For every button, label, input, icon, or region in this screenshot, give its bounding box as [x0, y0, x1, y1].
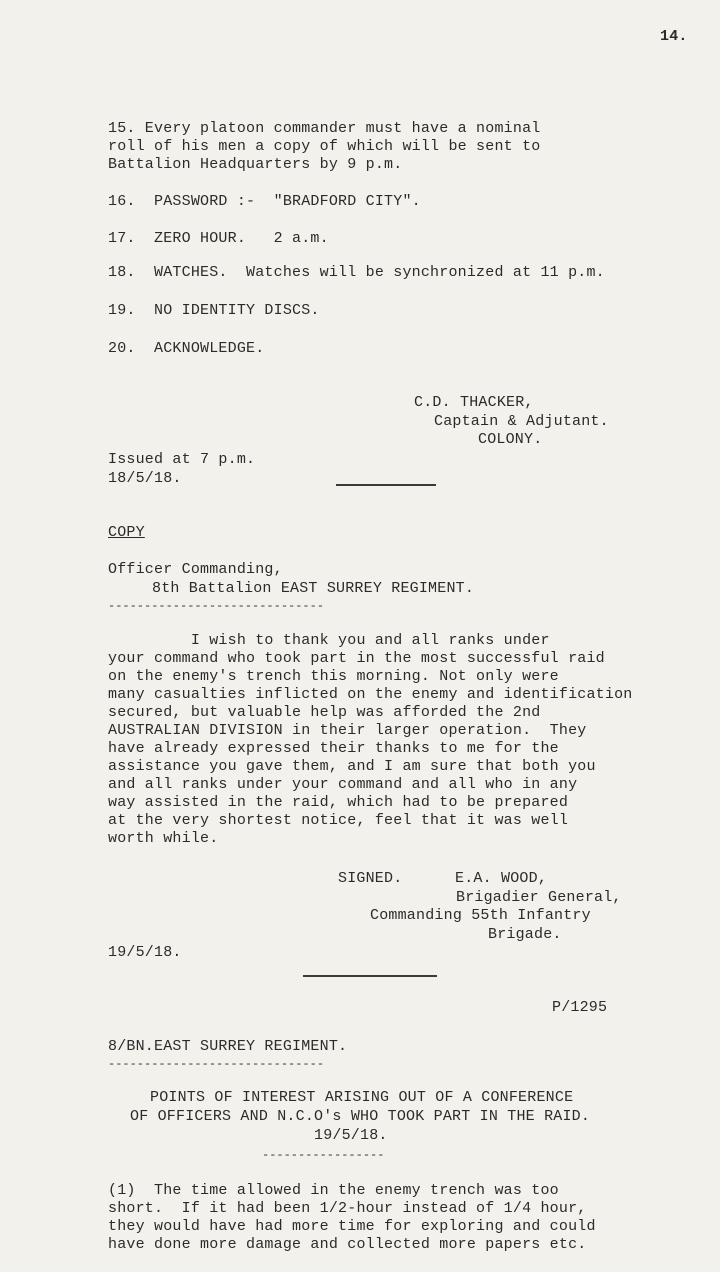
conference-date: 19/5/18. [314, 1127, 388, 1144]
conference-title-1: POINTS OF INTEREST ARISING OUT OF A CONFERENCE [150, 1089, 574, 1106]
letter-body-line: on the enemy's trench this morning. Not only were [108, 668, 559, 685]
letter-body-line: worth while. [108, 830, 219, 847]
copy-heading: COPY [108, 524, 145, 541]
page-number: 14. [660, 28, 688, 45]
order-17: 17. ZERO HOUR. 2 a.m. [108, 230, 329, 247]
issued-time: Issued at 7 p.m. [108, 451, 256, 468]
signer-rank: Brigadier General, [456, 889, 622, 906]
order-15-line-2: roll of his men a copy of which will be sent to [108, 138, 541, 155]
signer-unit: Brigade. [488, 926, 562, 943]
order-16: 16. PASSWORD :- "BRADFORD CITY". [108, 193, 421, 210]
signed-label: SIGNED. [338, 870, 403, 887]
section-divider [303, 975, 437, 977]
order-20: 20. ACKNOWLEDGE. [108, 340, 265, 357]
letter-body-line: have already expressed their thanks to me for the [108, 740, 559, 757]
letter-addressee-1: Officer Commanding, [108, 561, 283, 578]
point-1-line: have done more damage and collected more papers etc. [108, 1236, 587, 1253]
letter-body-line: way assisted in the raid, which had to be prepared [108, 794, 569, 811]
order-15-line-3: Battalion Headquarters by 9 p.m. [108, 156, 403, 173]
letter-body-line: assistance you gave them, and I am sure that both you [108, 758, 596, 775]
letter-body-line: and all ranks under your command and all who in any [108, 776, 578, 793]
order-19: 19. NO IDENTITY DISCS. [108, 302, 320, 319]
point-1-line: (1) The time allowed in the enemy trench was too [108, 1182, 559, 1199]
issued-date: 18/5/18. [108, 470, 182, 487]
point-1-line: they would have had more time for exploring and could [108, 1218, 596, 1235]
letter-body-line: AUSTRALIAN DIVISION in their larger operation. They [108, 722, 587, 739]
regiment-heading: 8/BN.EAST SURREY REGIMENT. [108, 1038, 348, 1055]
order-15-line-1: 15. Every platoon commander must have a nominal [108, 120, 541, 137]
conference-underline: ----------------- [262, 1148, 385, 1162]
letter-body-line: I wish to thank you and all ranks under [108, 632, 550, 649]
signature-title: Captain & Adjutant. [434, 413, 609, 430]
regiment-underline: ------------------------------ [108, 1057, 325, 1071]
section-divider [336, 484, 436, 486]
letter-date: 19/5/18. [108, 944, 182, 961]
point-1-line: short. If it had been 1/2-hour instead of 1/4 hour, [108, 1200, 587, 1217]
letter-body-line: many casualties inflicted on the enemy and identification [108, 686, 633, 703]
order-18: 18. WATCHES. Watches will be synchronized at 11 p.m. [108, 264, 605, 281]
letter-body-line: secured, but valuable help was afforded the 2nd [108, 704, 541, 721]
reference-number: P/1295 [552, 999, 608, 1016]
signature-name: C.D. THACKER, [414, 394, 534, 411]
signature-unit: COLONY. [478, 431, 543, 448]
signer-name: E.A. WOOD, [455, 870, 548, 887]
conference-title-2: OF OFFICERS AND N.C.O's WHO TOOK PART IN THE RAID. [130, 1108, 591, 1125]
letter-body-line: your command who took part in the most successful raid [108, 650, 605, 667]
signer-command: Commanding 55th Infantry [370, 907, 591, 924]
letter-addressee-2: 8th Battalion EAST SURREY REGIMENT. [152, 580, 475, 597]
letter-addressee-underline: ------------------------------ [108, 599, 325, 613]
letter-body-line: at the very shortest notice, feel that it was well [108, 812, 569, 829]
